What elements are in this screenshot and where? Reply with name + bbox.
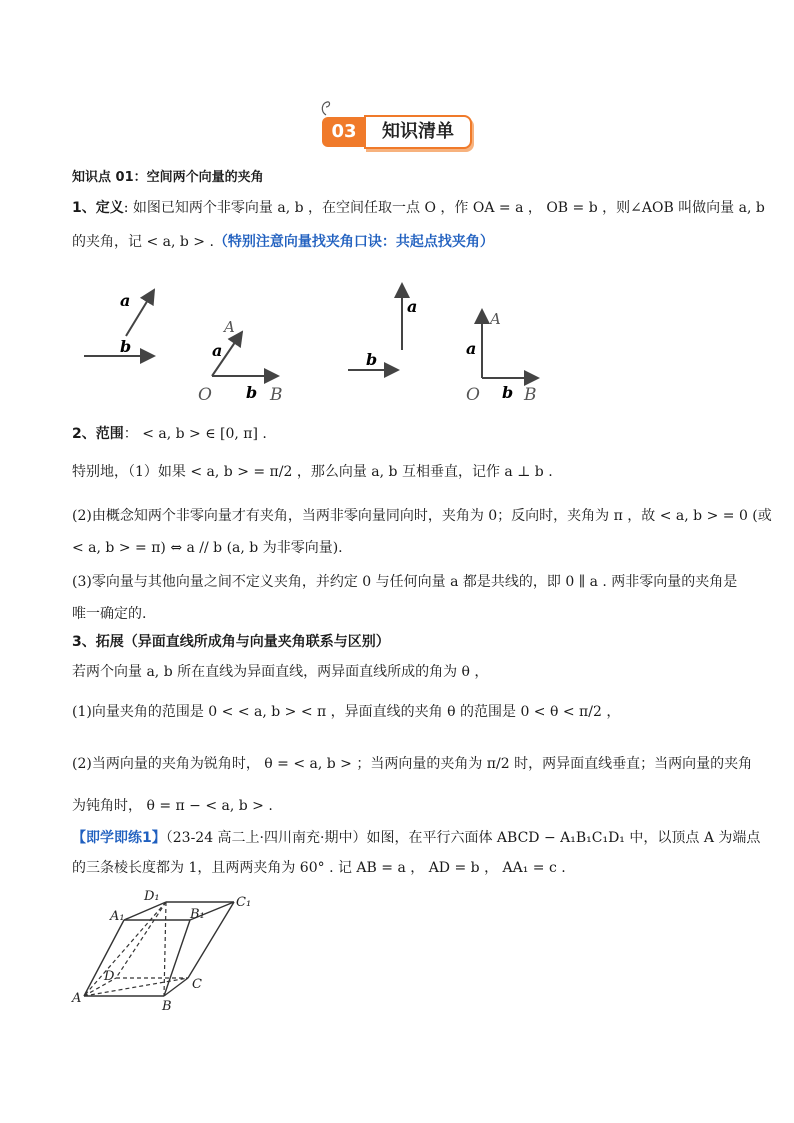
section-number: 03	[322, 117, 366, 147]
range-text: ： < a, b > ∈ [0, π] .	[123, 426, 267, 442]
hook-icon	[318, 99, 334, 117]
point2-line1: (2)由概念知两个非零向量才有夹角，当两非零向量同向时，夹角为 0；反向时，夹角为 π ，故 < a, b > = 0 (或	[72, 508, 772, 524]
fig2-label-b: b	[246, 383, 258, 402]
angle-figures	[70, 280, 570, 410]
special-paragraph: 特别地，（1）如果 < a, b > = π/2 ，那么向量 a, b 互相垂直，记作 a ⊥ b .	[72, 464, 553, 480]
ext-line4: 为钝角时， θ = π − < a, b > .	[72, 798, 273, 814]
def-number: 1、定义	[72, 200, 124, 216]
point2-line2: < a, b > = π) ⇔ a // b (a, b 为非零向量).	[72, 540, 343, 556]
exercise-label: 【即学即练1】	[72, 830, 166, 846]
fig2-label-a: a	[212, 341, 223, 360]
exercise-line1	[72, 828, 760, 848]
vertex-D: D	[104, 969, 115, 984]
def-text: : 如图已知两个非零向量 a, b ，在空间任取一点 O ，作 OA = a ， OB = b ，则∠AOB 叫做向量 a, b	[123, 200, 765, 216]
def-paragraph	[72, 198, 765, 218]
vertex-B1: B₁	[190, 907, 205, 922]
fig4-label-A: A	[490, 310, 501, 328]
exercise-line2: 的三条棱长度都为 1，且两两夹角为 60° . 记 AB = a ， AD = b ， AA₁ = c .	[72, 860, 566, 876]
exercise-text1: （23-24 高二上·四川南充·期中）如图，在平行六面体 ABCD − A₁B₁C₁D₁ 中，以顶点 A 为端点	[165, 830, 761, 846]
fig1-label-a: a	[120, 291, 131, 310]
vertex-A: A	[72, 991, 82, 1006]
ext-title: （异面直线所成角与向量夹角联系与区别）	[123, 634, 390, 650]
def-paragraph-2	[72, 232, 494, 252]
section-banner	[322, 113, 472, 149]
fig2-label-O: O	[198, 385, 212, 405]
vertex-A1: A₁	[110, 909, 125, 924]
range-number: 2、范围	[72, 426, 124, 442]
fig4-label-b: b	[502, 383, 514, 402]
parallelepiped-figure	[70, 884, 270, 1014]
ext-line2: (1)向量夹角的范围是 0 < < a, b > < π ，异面直线的夹角 θ 的范围是 0 < θ < π/2 ，	[72, 704, 621, 720]
kp1-heading: 知识点 01：空间两个向量的夹角	[72, 170, 264, 185]
point3-line1: (3)零向量与其他向量之间不定义夹角，并约定 0 与任何向量 a 都是共线的，即 0 ∥ a . 两非零向量的夹角是	[72, 574, 738, 590]
fig1-label-b: b	[120, 337, 132, 356]
fig2-label-B: B	[270, 385, 283, 405]
ext-line3: (2)当两向量的夹角为锐角时， θ = < a, b > ；当两向量的夹角为 π/2 时，两异面直线垂直；当两向量的夹角	[72, 756, 753, 772]
fig2-label-A: A	[224, 318, 235, 336]
section-title: 知识清单	[364, 115, 472, 149]
def-text-2: 的夹角，记 < a, b > .	[72, 234, 214, 250]
point3-line2: 唯一确定的.	[72, 606, 147, 622]
ext-heading	[72, 632, 390, 652]
range-paragraph	[72, 424, 267, 444]
vertex-C: C	[192, 977, 202, 992]
vertex-D1: D₁	[144, 889, 160, 904]
fig4-label-a: a	[466, 339, 477, 358]
ext-line1: 若两个向量 a, b 所在直线为异面直线，两异面直线所成的角为 θ ，	[72, 664, 489, 680]
ext-number: 3、拓展	[72, 634, 124, 650]
fig3-label-a: a	[407, 297, 418, 316]
fig4-label-B: B	[524, 385, 537, 405]
vertex-C1: C₁	[236, 895, 252, 910]
fig4-label-O: O	[466, 385, 480, 405]
def-note: （特别注意向量找夹角口诀：共起点找夹角）	[213, 234, 494, 250]
vertex-B: B	[162, 999, 172, 1014]
fig3-label-b: b	[366, 350, 378, 369]
